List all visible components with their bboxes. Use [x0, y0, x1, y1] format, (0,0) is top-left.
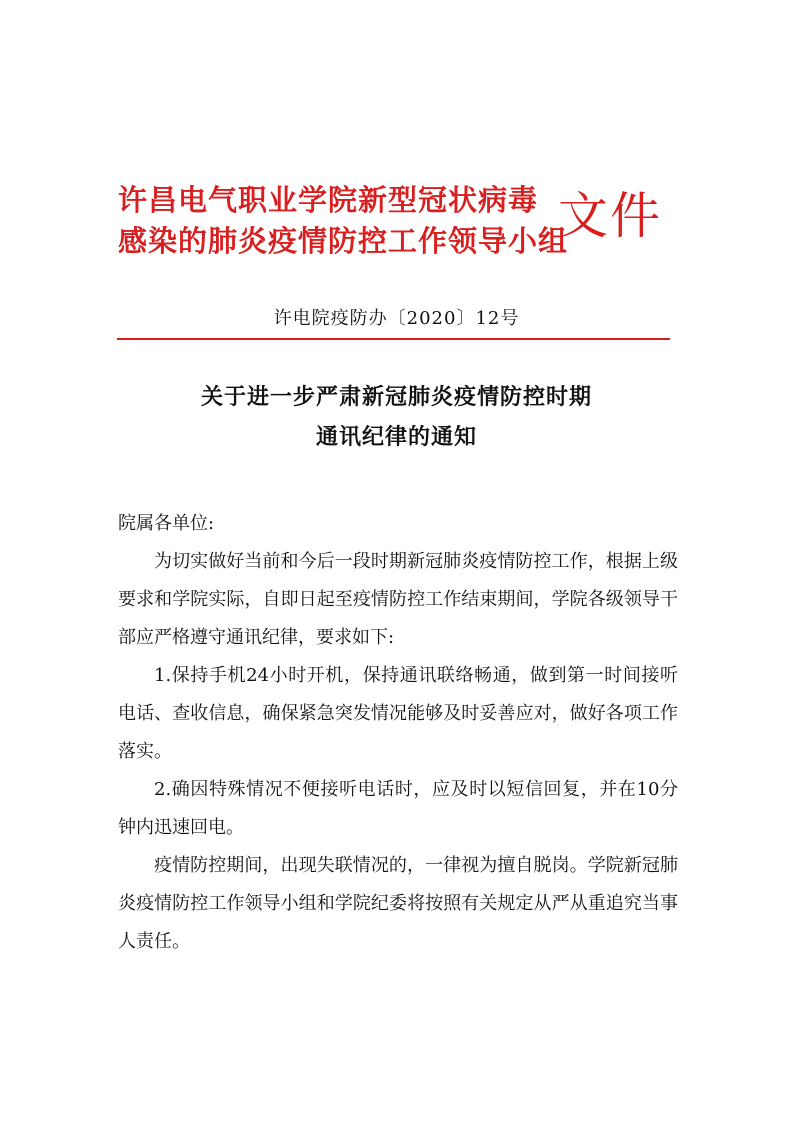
red-divider-line	[117, 338, 670, 340]
issuing-organization	[118, 180, 569, 262]
salutation: 院属各单位:	[118, 513, 215, 534]
document-number: 许电院疫防办〔2020〕12号	[273, 308, 520, 329]
document-type-label: 文件	[558, 187, 662, 245]
organization-name-line-2: 感染的肺炎疫情防控工作领导小组	[118, 224, 569, 258]
body-paragraph-intro: 为切实做好当前和今后一段时期新冠肺炎疫情防控工作，根据上级要求和学院实际，自即日起至疫情防控工作结束期间，学院各级领导干部应严格遵守通讯纪律，要求如下:	[118, 551, 678, 648]
title-line-2: 通讯纪律的通知	[315, 425, 477, 450]
body-paragraph-item-1: 1.保持手机24小时开机，保持通讯联络畅通，做到第一时间接听电话、查收信息，确保紧急突发情况能够及时妥善应对，做好各项工作落实。	[118, 665, 678, 762]
title-line-1: 关于进一步严肃新冠肺炎疫情防控时期	[200, 385, 592, 410]
body-paragraph-closing: 疫情防控期间，出现失联情况的，一律视为擅自脱岗。学院新冠肺炎疫情防控工作领导小组和学院纪委将按照有关规定从严从重追究当事人责任。	[118, 855, 678, 952]
organization-name-line-1: 许昌电气职业学院新型冠状病毒	[118, 183, 539, 217]
document-body	[118, 505, 678, 961]
body-paragraph-item-2: 2.确因特殊情况不便接听电话时，应及时以短信回复，并在10分钟内迅速回电。	[118, 779, 678, 838]
document-title	[0, 378, 793, 458]
